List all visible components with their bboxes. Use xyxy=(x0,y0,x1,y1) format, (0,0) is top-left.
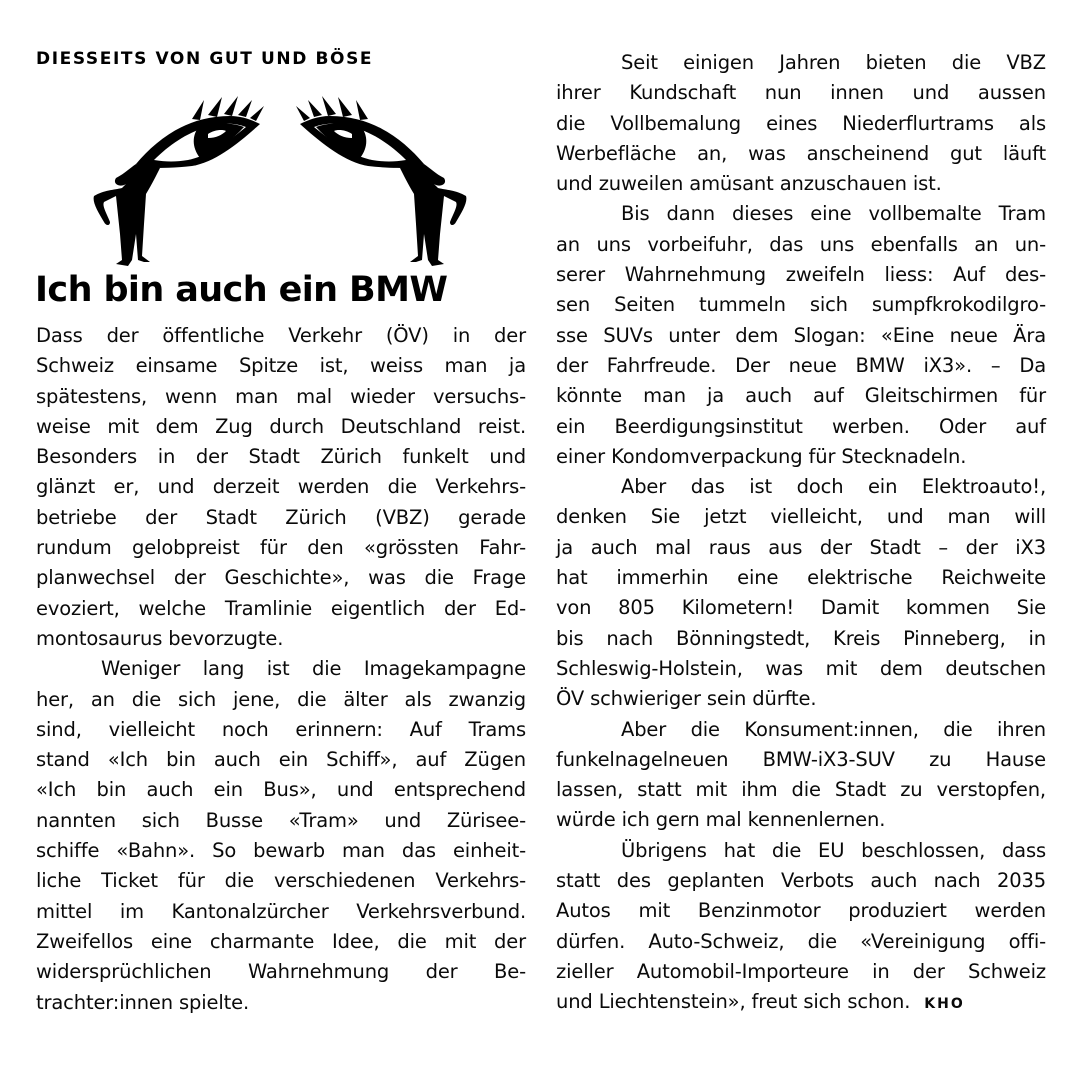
text-line-content: glänzt er, und derzeit werden die Verkehrs- xyxy=(36,475,526,499)
text-line xyxy=(556,502,1046,532)
text-line xyxy=(36,503,526,533)
text-line xyxy=(556,684,1046,714)
text-line xyxy=(36,412,526,442)
text-line-content: Übrigens hat die EU beschlossen, dass xyxy=(621,838,1046,862)
text-line xyxy=(556,169,1046,199)
text-line-content: Besonders in der Stadt Zürich funkelt und xyxy=(36,445,526,469)
text-line-content: könnte man ja auch auf Gleitschirmen für xyxy=(556,384,1046,408)
text-line xyxy=(36,745,526,775)
text-line-content: mittel im Kantonalzürcher Verkehrsverbund. xyxy=(36,899,526,923)
text-line xyxy=(556,927,1046,957)
left-column xyxy=(36,321,526,1018)
text-line xyxy=(556,109,1046,139)
text-line xyxy=(556,715,1046,745)
text-line-content: funkelnagelneuen BMW-iX3-SUV zu Hause xyxy=(556,747,1046,771)
text-line-content: denken Sie jetzt vielleicht, und man will xyxy=(556,505,1046,529)
eye-figures-illustration xyxy=(80,84,480,269)
text-line-content: ein Beerdigungsinstitut werben. Oder auf xyxy=(556,414,1046,438)
text-line xyxy=(36,624,526,654)
text-line xyxy=(556,230,1046,260)
text-line-content: Werbefläche an, was anscheinend gut läuft xyxy=(556,141,1046,165)
right-column xyxy=(556,48,1046,1018)
text-line xyxy=(36,957,526,987)
text-line-content: her, an die sich jene, die älter als zwanzig xyxy=(36,687,526,711)
text-line-content: Bis dann dieses eine vollbemalte Tram xyxy=(621,202,1046,226)
text-line-content: ihrer Kundschaft nun innen und aussen xyxy=(556,81,1046,105)
text-line-content: Autos mit Benzinmotor produziert werden xyxy=(556,899,1046,923)
text-line-content: Weniger lang ist die Imagekampagne xyxy=(101,657,526,681)
text-line xyxy=(556,745,1046,775)
text-line xyxy=(556,805,1046,835)
text-line xyxy=(556,987,1046,1017)
text-line xyxy=(556,351,1046,381)
text-line xyxy=(556,896,1046,926)
text-line xyxy=(556,260,1046,290)
text-line xyxy=(556,290,1046,320)
text-line xyxy=(36,563,526,593)
text-line-content: schiffe «Bahn». So bewarb man das einheit- xyxy=(36,839,526,863)
text-line xyxy=(556,775,1046,805)
text-line-content: würde ich gern mal kennenlernen. xyxy=(556,808,886,832)
text-line-content: und Liechtenstein», freut sich schon. xyxy=(556,990,911,1014)
text-line xyxy=(556,472,1046,502)
text-line xyxy=(36,775,526,805)
text-line-content: sse SUVs unter dem Slogan: «Eine neue Ära xyxy=(556,323,1046,347)
text-line-content: montosaurus bevorzugte. xyxy=(36,626,284,650)
text-line xyxy=(556,957,1046,987)
text-line xyxy=(556,533,1046,563)
text-line-content: Seit einigen Jahren bieten die VBZ xyxy=(621,51,1046,74)
text-line-content: ja auch mal raus aus der Stadt – der iX3 xyxy=(556,535,1046,559)
text-line-content: Dass der öffentliche Verkehr (ÖV) in der xyxy=(36,324,526,347)
text-line-content: evoziert, welche Tramlinie eigentlich der Ed- xyxy=(36,596,526,620)
text-line xyxy=(36,533,526,563)
author-signature: KHO xyxy=(924,996,965,1013)
text-line xyxy=(36,806,526,836)
text-line xyxy=(556,866,1046,896)
text-line xyxy=(36,836,526,866)
text-line-content: an uns vorbeifuhr, das uns ebenfalls an un- xyxy=(556,232,1046,256)
text-line-content: stand «Ich bin auch ein Schiff», auf Zügen xyxy=(36,748,526,772)
text-line-content: Aber die Konsument:innen, die ihren xyxy=(621,717,1046,741)
text-line-content: der Fahrfreude. Der neue BMW iX3». – Da xyxy=(556,353,1046,377)
text-line xyxy=(556,139,1046,169)
text-line-content: ÖV schwieriger sein dürfte. xyxy=(556,687,817,711)
left-eye-figure-icon xyxy=(94,96,264,266)
text-line xyxy=(36,866,526,896)
text-line xyxy=(556,412,1046,442)
text-line xyxy=(556,836,1046,866)
text-line-content: rundum gelobpreist für den «grössten Fahr- xyxy=(36,536,526,560)
text-line-content: nannten sich Busse «Tram» und Zürisee- xyxy=(36,808,526,832)
text-line-content: weise mit dem Zug durch Deutschland reist. xyxy=(36,414,526,438)
text-line-content: planwechsel der Geschichte», was die Frage xyxy=(36,566,526,590)
text-line xyxy=(556,593,1046,623)
text-line xyxy=(556,199,1046,229)
text-line xyxy=(556,321,1046,351)
text-line-content: «Ich bin auch ein Bus», und entsprechend xyxy=(36,778,526,802)
text-line-content: sind, vielleicht noch erinnern: Auf Trams xyxy=(36,717,526,741)
text-line xyxy=(556,48,1046,78)
text-line-content: trachter:innen spielte. xyxy=(36,990,250,1014)
text-line-content: Schleswig-Holstein, was mit dem deutschen xyxy=(556,656,1046,680)
text-line-content: von 805 Kilometern! Damit kommen Sie xyxy=(556,596,1046,620)
text-line-content: Aber das ist doch ein Elektroauto!, xyxy=(621,475,1046,499)
text-line xyxy=(36,594,526,624)
text-line xyxy=(556,78,1046,108)
text-line xyxy=(36,897,526,927)
text-line-content: spätestens, wenn man mal wieder versuchs- xyxy=(36,384,526,408)
text-line-content: betriebe der Stadt Zürich (VBZ) gerade xyxy=(36,505,526,529)
text-line-content: hat immerhin eine elektrische Reichweite xyxy=(556,566,1046,590)
text-line-content: die Vollbemalung eines Niederflurtrams als xyxy=(556,111,1046,135)
text-line xyxy=(36,715,526,745)
section-rubric: DIESSEITS VON GUT UND BÖSE xyxy=(36,49,374,69)
text-line xyxy=(36,988,526,1018)
article-headline: Ich bin auch ein BMW xyxy=(35,270,448,310)
text-line-content: statt des geplanten Verbots auch nach 2035 xyxy=(556,869,1046,893)
text-line xyxy=(36,351,526,381)
text-line xyxy=(36,685,526,715)
text-line xyxy=(556,563,1046,593)
text-line-content: zieller Automobil-Importeure in der Schweiz xyxy=(556,959,1046,983)
text-line xyxy=(36,927,526,957)
text-line xyxy=(36,442,526,472)
text-line xyxy=(556,654,1046,684)
text-line-content: Zweifellos eine charmante Idee, die mit der xyxy=(36,929,526,953)
text-line-content: lassen, statt mit ihm die Stadt zu verstopfen, xyxy=(556,778,1046,802)
text-line xyxy=(556,442,1046,472)
text-line xyxy=(556,381,1046,411)
text-line-content: Schweiz einsame Spitze ist, weiss man ja xyxy=(36,354,526,378)
text-line-content: liche Ticket für die verschiedenen Verkehrs- xyxy=(36,869,526,893)
text-line xyxy=(36,472,526,502)
text-line xyxy=(556,624,1046,654)
text-line-content: einer Kondomverpackung für Stecknadeln. xyxy=(556,444,967,468)
text-line-content: bis nach Bönningstedt, Kreis Pinneberg, in xyxy=(556,626,1046,650)
right-eye-figure-icon xyxy=(296,96,466,266)
text-line xyxy=(36,382,526,412)
text-line xyxy=(36,654,526,684)
text-line-content: sen Seiten tummeln sich sumpfkrokodilgro- xyxy=(556,293,1046,317)
text-line-content: serer Wahrnehmung zweifeln liess: Auf des- xyxy=(556,263,1046,287)
text-line-content: und zuweilen amüsant anzuschauen ist. xyxy=(556,172,942,196)
text-line-content: widersprüchlichen Wahrnehmung der Be- xyxy=(36,960,526,984)
text-line xyxy=(36,321,526,351)
text-line-content: dürfen. Auto-Schweiz, die «Vereinigung offi- xyxy=(556,929,1046,953)
